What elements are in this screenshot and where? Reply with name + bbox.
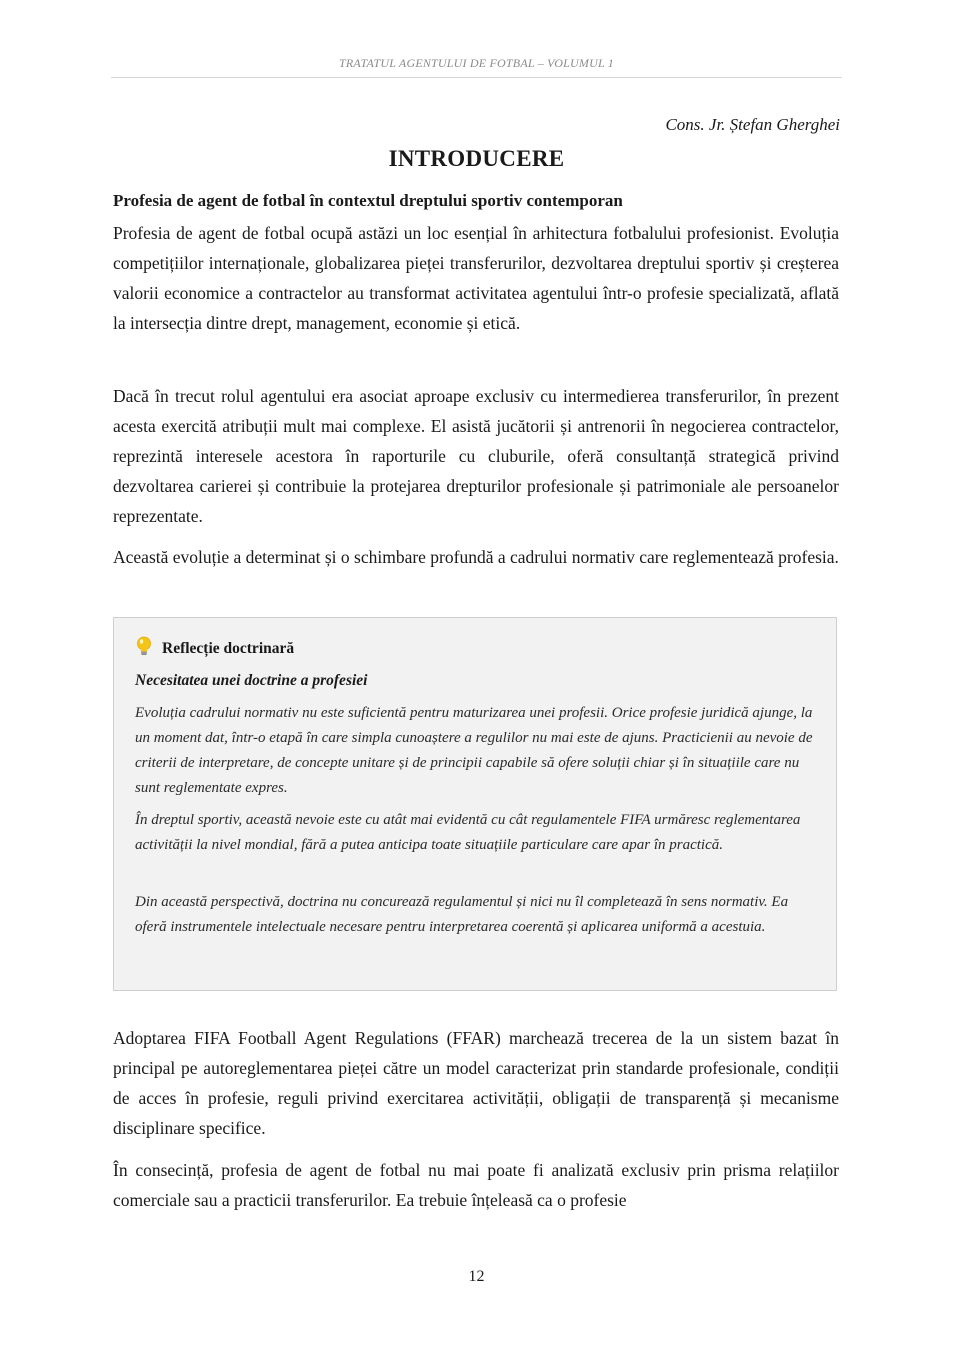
doctrinal-reflection-box xyxy=(113,617,837,991)
callout-paragraph: Evoluția cadrului normativ nu este suficientă pentru maturizarea unei profesii. Orice profesie juridică ajunge, la un moment dat, într-o etapă în care simpla cunoaștere a regulilor nu mai este de ajuns. Practicienii au nevoie de criterii de interpretare, de concepte unitare și de principii capabile să ofere soluții chiar și în situațiile care nu sunt reglementate expres. xyxy=(135,705,813,796)
callout-paragraph: În dreptul sportiv, această nevoie este cu atât mai evidentă cu cât regulamentele FIFA urmăresc reglementarea activității la nivel mondial, fără a putea anticipa toate situațiile particulare care apar în practică. xyxy=(135,812,801,853)
author-name: Cons. Jr. Ștefan Gherghei xyxy=(665,115,840,134)
header-divider xyxy=(111,77,842,78)
page-number: 12 xyxy=(468,1268,485,1285)
body-paragraph: Adoptarea FIFA Football Agent Regulations (FFAR) marchează trecerea de la un sistem bazat în principal pe autoreglementarea pieței către un model caracterizat prin standarde profesionale, condiții de acces în profesie, reguli privind exercitarea activității, obligații de transparență și mecanisme disciplinare specifice. xyxy=(113,1028,839,1138)
callout-subtitle: Necesitatea unei doctrine a profesiei xyxy=(135,672,368,689)
body-paragraph: Această evoluție a determinat și o schimbare profundă a cadrului normativ care reglementează profesia. xyxy=(113,547,839,567)
callout-paragraph: Din această perspectivă, doctrina nu concurează regulamentul și nici nu îl completează în sens normativ. Ea oferă instrumentele intelectuale necesare pentru interpretarea coerentă și aplicarea uniformă a acestuia. xyxy=(135,894,789,935)
page-title: INTRODUCERE xyxy=(388,146,565,171)
callout-heading-label: Reflecție doctrinară xyxy=(162,639,295,657)
body-paragraph: Profesia de agent de fotbal ocupă astăzi un loc esențial în arhitectura fotbalului profesionist. Evoluția competițiilor internaționale, globalizarea pieței transferurilor, dezvoltarea dreptului sportiv și creșterea valorii economice a contractelor au transformat activitatea agentului într-o profesie specializată, aflată la intersecția dintre drept, management, economie și etică. xyxy=(113,223,839,333)
body-paragraph: Dacă în trecut rolul agentului era asociat aproape exclusiv cu intermedierea transferurilor, în prezent acesta exercită atribuții mult mai complexe. El asistă jucătorii și antrenorii în negocierea contractelor, reprezintă interesele acestora în raporturile cu cluburile, oferă consultanță strategică privind dezvoltarea carierei și contribuie la protejarea drepturilor profesionale și patrimoniale ale persoanelor reprezentate. xyxy=(113,386,839,526)
callout-heading xyxy=(136,636,294,661)
lightbulb-icon xyxy=(136,636,154,661)
body-paragraph: În consecință, profesia de agent de fotbal nu mai poate fi analizată exclusiv prin prisma relațiilor comerciale sau a practicii transferurilor. Ea trebuie înțeleasă ca o profesie xyxy=(113,1160,839,1210)
running-header: TRATATUL AGENTULUI DE FOTBAL – VOLUMUL 1 xyxy=(338,56,615,70)
section-heading: Profesia de agent de fotbal în contextul dreptului sportiv contemporan xyxy=(113,191,623,210)
